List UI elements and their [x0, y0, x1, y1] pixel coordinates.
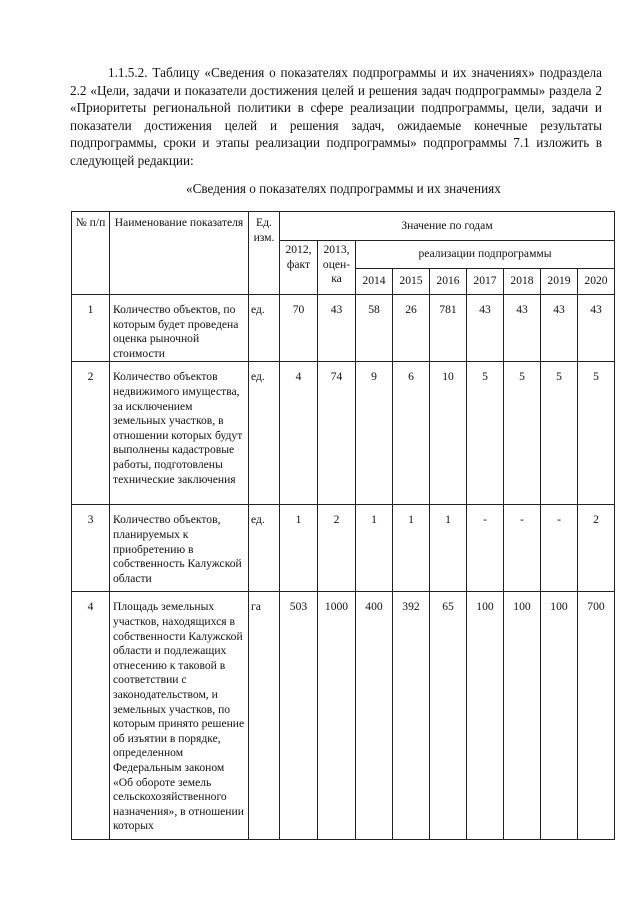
row-unit: га	[249, 592, 280, 840]
value-cell: 58	[356, 295, 393, 362]
value-cell: 43	[318, 295, 356, 362]
value-cell: 1	[356, 505, 393, 592]
header-year-2013: 2013, оцен-ка	[318, 241, 356, 295]
header-year: 2020	[578, 269, 615, 295]
table-row	[72, 295, 615, 362]
value-cell: 781	[430, 295, 467, 362]
header-values-by-year: Значение по годам	[280, 212, 615, 241]
row-name: Площадь земельных участков, находящихся в собственности Калужской области и подлежащих отнесению к таковой в соответствии с законодательством, и земельных участков, по которым принято решение об изъятии в порядке, определенном Федеральным законом «Об обороте земель сельскохозяйственного назначения», в отношении которых	[110, 592, 249, 840]
row-num: 4	[72, 592, 110, 840]
intro-paragraph	[70, 64, 602, 170]
value-cell: 43	[504, 295, 541, 362]
row-unit: ед.	[249, 505, 280, 592]
row-unit: ед.	[249, 362, 280, 505]
value-cell: -	[467, 505, 504, 592]
row-num: 2	[72, 362, 110, 505]
value-cell: 700	[578, 592, 615, 840]
header-year-2012: 2012, факт	[280, 241, 318, 295]
value-cell: 1000	[318, 592, 356, 840]
value-cell: 392	[393, 592, 430, 840]
row-name: Количество объектов, планируемых к приобретению в собственность Калужской области	[110, 505, 249, 592]
intro-paragraph-text: 1.1.5.2. Таблицу «Сведения о показателях подпрограммы и их значениях» подраздела 2.2 «Цели, задачи и показатели достижения целей и решения задач подпрограммы» раздела 2 «Приоритеты региональной политики в сфере реализации подпрограммы, цели, задачи и показатели достижения целей и решения задач, ожидаемые конечные результаты подпрограммы, сроки и этапы реализации подпрограммы» подпрограммы 7.1 изложить в следующей редакции:	[70, 65, 602, 168]
value-cell: 5	[467, 362, 504, 505]
row-num: 3	[72, 505, 110, 592]
value-cell: 503	[280, 592, 318, 840]
value-cell: 4	[280, 362, 318, 505]
value-cell: 100	[504, 592, 541, 840]
value-cell: -	[541, 505, 578, 592]
header-year: 2017	[467, 269, 504, 295]
table-row	[72, 362, 615, 505]
header-realization: реализации подпрограммы	[356, 241, 615, 269]
header-name: Наименование показателя	[110, 212, 249, 295]
value-cell: 100	[467, 592, 504, 840]
value-cell: 100	[541, 592, 578, 840]
indicators-table	[71, 211, 615, 840]
value-cell: 9	[356, 362, 393, 505]
value-cell: 43	[467, 295, 504, 362]
header-num: № п/п	[72, 212, 110, 295]
value-cell: 43	[578, 295, 615, 362]
header-year: 2015	[393, 269, 430, 295]
value-cell: 2	[318, 505, 356, 592]
value-cell: 1	[430, 505, 467, 592]
value-cell: 5	[578, 362, 615, 505]
row-num: 1	[72, 295, 110, 362]
value-cell: -	[504, 505, 541, 592]
header-year: 2016	[430, 269, 467, 295]
value-cell: 74	[318, 362, 356, 505]
header-year: 2018	[504, 269, 541, 295]
table-row	[72, 592, 615, 840]
row-name: Количество объектов недвижимого имущества, за исключением земельных участков, в отношении которых будут выполнены кадастровые работы, подготовлены технические заключения	[110, 362, 249, 505]
value-cell: 70	[280, 295, 318, 362]
header-year: 2014	[356, 269, 393, 295]
value-cell: 26	[393, 295, 430, 362]
table-heading: «Сведения о показателях подпрограммы и их значениях	[186, 181, 501, 196]
value-cell: 1	[393, 505, 430, 592]
value-cell: 2	[578, 505, 615, 592]
value-cell: 65	[430, 592, 467, 840]
value-cell: 6	[393, 362, 430, 505]
value-cell: 400	[356, 592, 393, 840]
row-name: Количество объектов, по которым будет проведена оценка рыночной стоимости	[110, 295, 249, 362]
value-cell: 5	[504, 362, 541, 505]
table-row	[72, 505, 615, 592]
row-unit: ед.	[249, 295, 280, 362]
value-cell: 43	[541, 295, 578, 362]
header-unit: Ед. изм.	[249, 212, 280, 295]
value-cell: 10	[430, 362, 467, 505]
header-year: 2019	[541, 269, 578, 295]
value-cell: 1	[280, 505, 318, 592]
value-cell: 5	[541, 362, 578, 505]
